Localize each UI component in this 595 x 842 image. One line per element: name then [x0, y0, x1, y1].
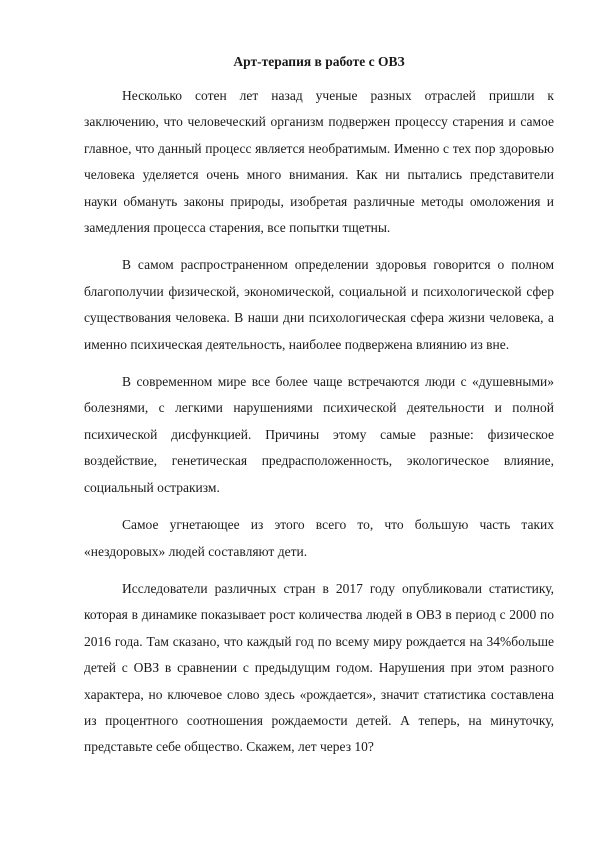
paragraph-4: Самое угнетающее из этого всего то, что большую часть таких «нездоровых» людей составляют дети.: [84, 517, 554, 559]
document-page: [84, 52, 554, 772]
paragraph-5: Исследователи различных стран в 2017 году опубликовали статистику, которая в динамике показывает рост количества людей в ОВЗ в период с 2000 по 2016 года. Там сказано, что каждый год по всему миру рождается на 34%больше детей с ОВЗ в сравнении с предыдущим годом. Нарушения при этом разного характера, но ключевое слово здесь «рождается», значит статистика составлена из процентного соотношения рождаемости детей. А теперь, на минуточку, представьте себе общество. Скажем, лет через 10?: [84, 580, 554, 755]
document-title: Арт-терапия в работе с ОВЗ: [233, 54, 405, 69]
paragraph-2: В самом распространенном определении здоровья говорится о полном благополучии физической, экономической, социальной и психологической сфер существования человека. В наши дни психологическая сфера жизни человека, а именно психическая деятельность, наиболее подвержена влиянию из вне.: [84, 257, 554, 352]
paragraph-1: Несколько сотен лет назад ученые разных отраслей пришли к заключению, что человеческий организм подвержен процессу старения и самое главное, что данный процесс является необратимым. Именно с тех пор здоровью человека уделяется очень много внимания. Как ни пытались представители науки обмануть законы природы, изобретая различные методы омоложения и замедления процесса старения, все попытки тщетны.: [84, 88, 554, 236]
paragraph-3: В современном мире все более чаще встречаются люди с «душевными» болезнями, с легкими нарушениями психической деятельности и полной психической дисфункцией. Причины этому самые разные: физическое воздействие, генетическая предрасположенность, экологическое влияние, социальный остракизм.: [84, 374, 554, 495]
